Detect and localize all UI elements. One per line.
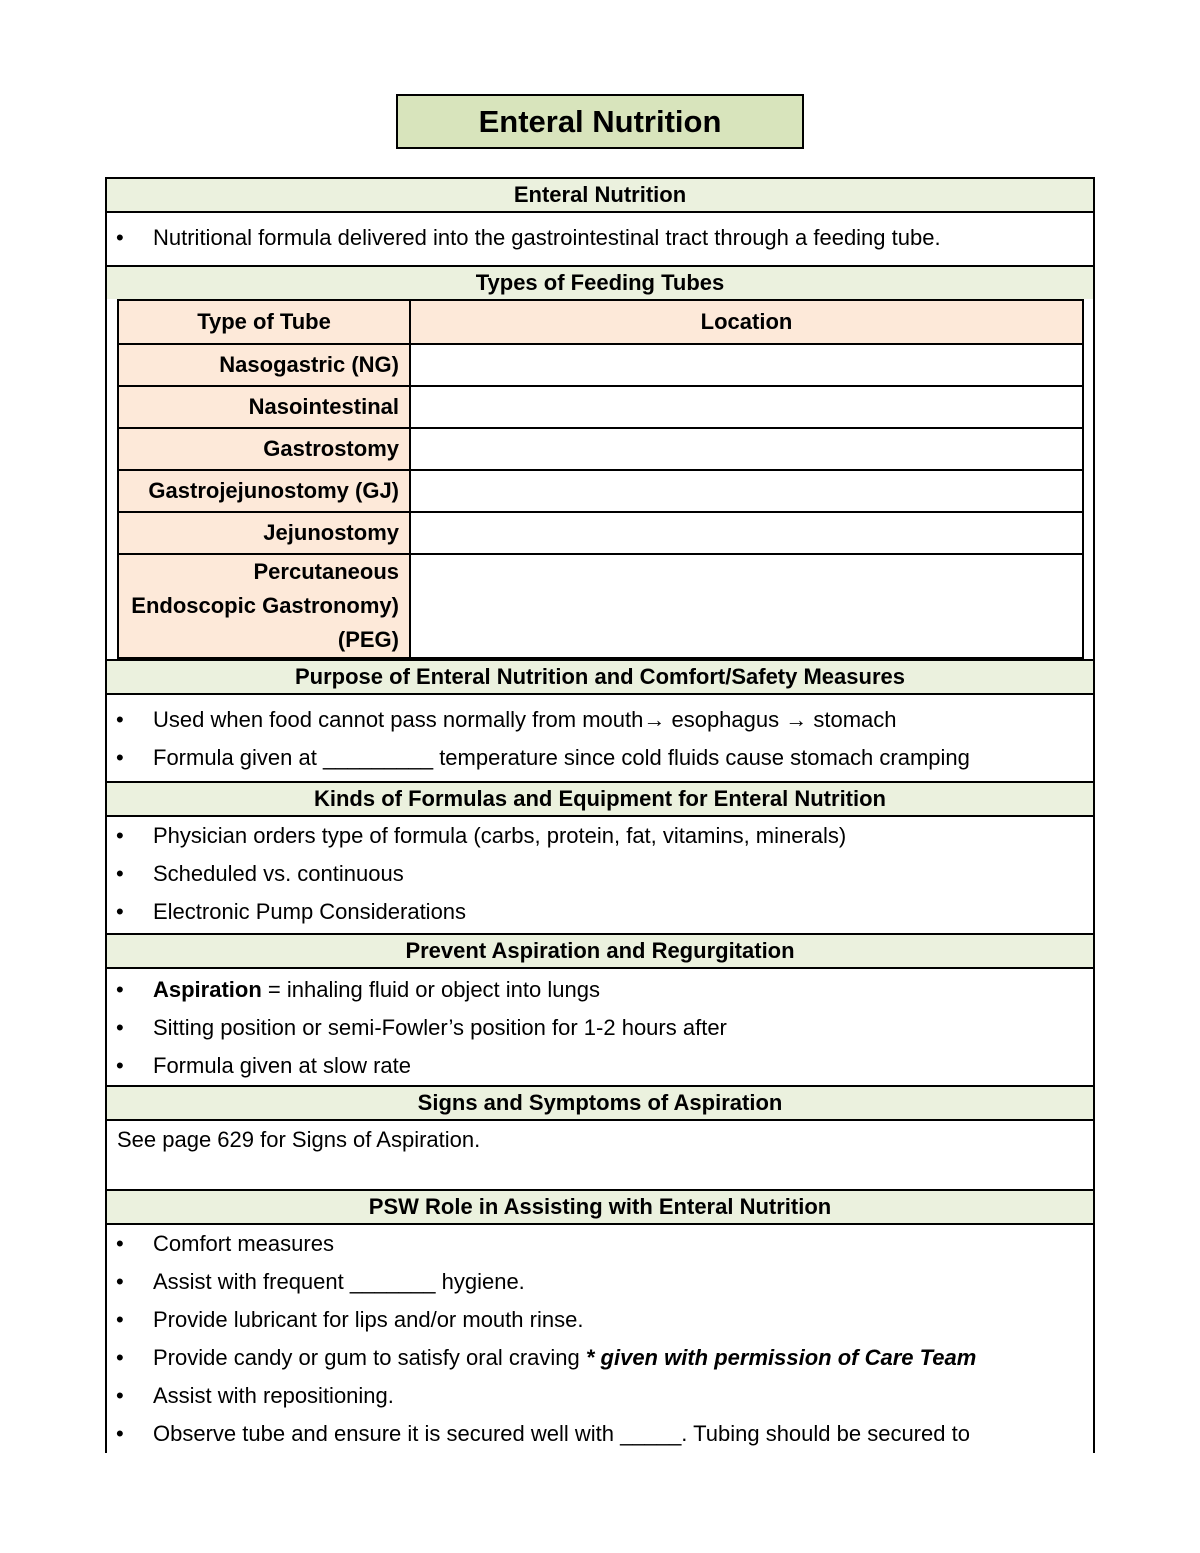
list-item: • Used when food cannot pass normally from mouth→ esophagus → stomach bbox=[107, 701, 1093, 739]
list-item: • Observe tube and ensure it is secured well with _____. Tubing should be secured to bbox=[107, 1415, 1093, 1453]
table-row bbox=[118, 470, 1083, 512]
section-header-enteral: Enteral Nutrition bbox=[107, 179, 1093, 213]
table-row bbox=[118, 428, 1083, 470]
table-row bbox=[118, 512, 1083, 554]
feeding-tubes-table-wrap bbox=[107, 299, 1093, 661]
feeding-tubes-table bbox=[117, 299, 1084, 659]
list-item: • Physician orders type of formula (carbs, protein, fat, vitamins, minerals) bbox=[107, 817, 1093, 855]
list-item: • Provide candy or gum to satisfy oral craving * given with permission of Care Team bbox=[107, 1339, 1093, 1377]
list-item: • Assist with frequent _______ hygiene. bbox=[107, 1263, 1093, 1301]
arrow-icon: → bbox=[643, 707, 666, 732]
location-cell[interactable] bbox=[410, 386, 1083, 428]
tube-name: Gastrostomy bbox=[118, 428, 410, 470]
location-cell[interactable] bbox=[410, 554, 1083, 658]
arrow-icon: → bbox=[785, 707, 808, 732]
list-item: • Comfort measures bbox=[107, 1225, 1093, 1263]
section-header-signs: Signs and Symptoms of Aspiration bbox=[107, 1087, 1093, 1121]
worksheet bbox=[105, 177, 1095, 1453]
list-item: • Provide lubricant for lips and/or mouth rinse. bbox=[107, 1301, 1093, 1339]
table-row bbox=[118, 344, 1083, 386]
section-header-purpose: Purpose of Enteral Nutrition and Comfort/Safety Measures bbox=[107, 661, 1093, 695]
section-header-formulas: Kinds of Formulas and Equipment for Enteral Nutrition bbox=[107, 783, 1093, 817]
section-header-types: Types of Feeding Tubes bbox=[107, 267, 1093, 299]
list-item: • Formula given at _________ temperature since cold fluids cause stomach cramping bbox=[107, 739, 1093, 777]
tube-name: Nasointestinal bbox=[118, 386, 410, 428]
list-item: • Scheduled vs. continuous bbox=[107, 855, 1093, 893]
section-enteral bbox=[107, 213, 1093, 267]
list-item: • Sitting position or semi-Fowler’s position for 1-2 hours after bbox=[107, 1009, 1093, 1047]
signs-text: See page 629 for Signs of Aspiration. bbox=[117, 1127, 481, 1152]
location-cell[interactable] bbox=[410, 512, 1083, 554]
list-item: • Electronic Pump Considerations bbox=[107, 893, 1093, 931]
section-prevent bbox=[107, 969, 1093, 1087]
list-item: • Formula given at slow rate bbox=[107, 1047, 1093, 1085]
column-header-type: Type of Tube bbox=[118, 300, 410, 344]
location-cell[interactable] bbox=[410, 428, 1083, 470]
location-cell[interactable] bbox=[410, 470, 1083, 512]
tube-name: Jejunostomy bbox=[118, 512, 410, 554]
tube-name: Percutaneous Endoscopic Gastronomy) (PEG) bbox=[118, 554, 410, 658]
table-row bbox=[118, 386, 1083, 428]
list-item: • Aspiration = inhaling fluid or object into lungs bbox=[107, 971, 1093, 1009]
table-row bbox=[118, 554, 1083, 658]
section-signs bbox=[107, 1121, 1093, 1191]
section-purpose bbox=[107, 695, 1093, 783]
section-header-prevent: Prevent Aspiration and Regurgitation bbox=[107, 935, 1093, 969]
section-header-psw: PSW Role in Assisting with Enteral Nutrition bbox=[107, 1191, 1093, 1225]
section-formulas bbox=[107, 817, 1093, 935]
tube-name: Nasogastric (NG) bbox=[118, 344, 410, 386]
list-item: • Assist with repositioning. bbox=[107, 1377, 1093, 1415]
column-header-location: Location bbox=[410, 300, 1083, 344]
tube-name: Gastrojejunostomy (GJ) bbox=[118, 470, 410, 512]
location-cell[interactable] bbox=[410, 344, 1083, 386]
section-psw bbox=[107, 1225, 1093, 1453]
list-item: • Nutritional formula delivered into the gastrointestinal tract through a feeding tube. bbox=[107, 219, 1093, 257]
page-title: Enteral Nutrition bbox=[396, 94, 804, 149]
